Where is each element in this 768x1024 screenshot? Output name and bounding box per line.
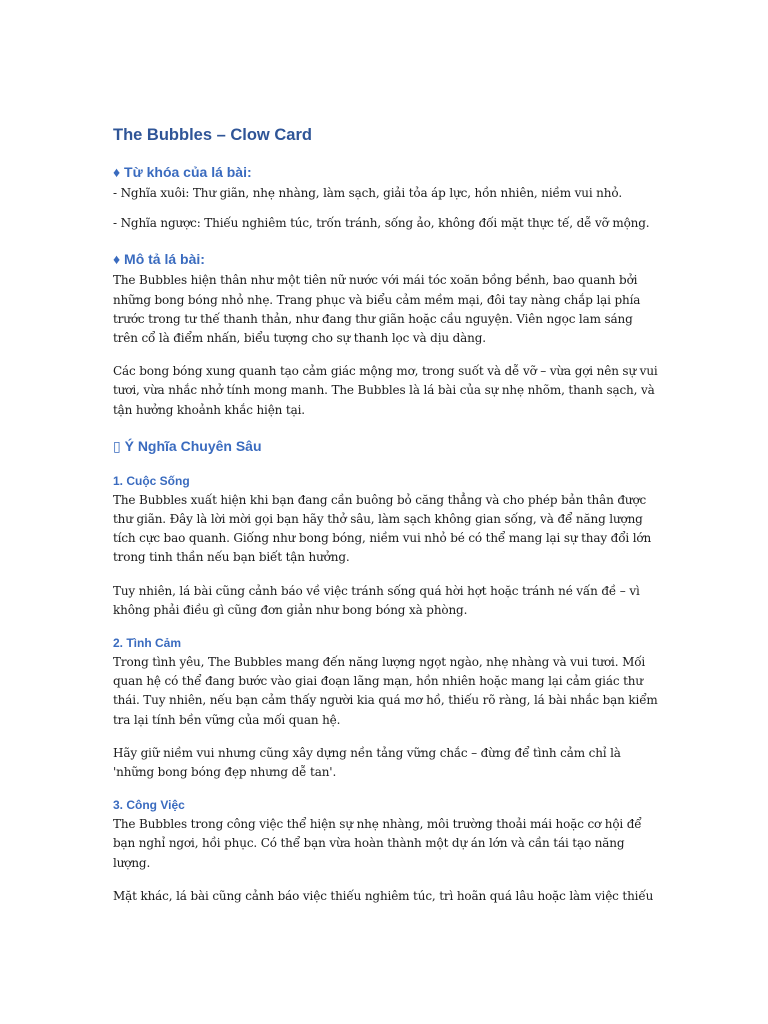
life-heading: 1. Cuộc Sống xyxy=(113,473,190,488)
keywords-reversed: - Nghĩa ngược: Thiếu nghiêm túc, trốn tránh, sống ảo, không đối mặt thực tế, dễ vỡ mộng. xyxy=(113,216,650,231)
work-heading: 3. Công Việc xyxy=(113,798,185,813)
keywords-heading: ♦ Từ khóa của lá bài: xyxy=(113,164,252,180)
work-paragraph-2: Mặt khác, lá bài cũng cảnh báo việc thiếu nghiêm túc, trì hoãn quá lâu hoặc làm việc thiếu xyxy=(113,888,654,903)
work-paragraph-1: The Bubbles trong công việc thể hiện sự nhẹ nhàng, môi trường thoải mái hoặc cơ hội để bạn nghỉ ngơi, hồi phục. Có thể bạn vừa hoàn thành một dự án lớn và cần tái tạo năng lượng. xyxy=(113,817,642,870)
love-heading: 2. Tình Cảm xyxy=(113,636,182,651)
description-paragraph-1: The Bubbles hiện thân như một tiên nữ nước với mái tóc xoăn bồng bềnh, bao quanh bởi những bong bóng nhỏ nhẹ. Trang phục và biểu cảm mềm mại, đôi tay nàng chắp lại phía trước trong tư thế thanh thản, như đang thư giãn hoặc cầu nguyện. Viên ngọc lam sáng trên cổ là điểm nhấn, biểu tượng cho sự thanh lọc và dịu dàng. xyxy=(113,273,641,346)
description-paragraph-2: Các bong bóng xung quanh tạo cảm giác mộng mơ, trong suốt và dễ vỡ – vừa gợi nên sự vui tươi, vừa nhắc nhở tính mong manh. The Bubbles là lá bài của sự nhẹ nhõm, thanh sạch, và tận hưởng khoảnh khắc hiện tại. xyxy=(113,364,658,417)
deep-meaning-heading: ▯ Ý Nghĩa Chuyên Sâu xyxy=(113,437,262,454)
life-paragraph-2: Tuy nhiên, lá bài cũng cảnh báo về việc tránh sống quá hời hợt hoặc tránh né vấn đề – vì không phải điều gì cũng đơn giản như bong bóng xà phòng. xyxy=(113,583,640,617)
document-body xyxy=(113,124,658,906)
description-heading: ♦ Mô tả lá bài: xyxy=(113,251,205,268)
keywords-upright: - Nghĩa xuôi: Thư giãn, nhẹ nhàng, làm sạch, giải tỏa áp lực, hồn nhiên, niềm vui nhỏ. xyxy=(113,186,623,200)
love-paragraph-1: Trong tình yêu, The Bubbles mang đến năng lượng ngọt ngào, nhẹ nhàng và vui tươi. Mối quan hệ có thể đang bước vào giai đoạn lãng mạn, hồn nhiên hoặc mang lại cảm giác thư thái. Tuy nhiên, nếu bạn cảm thấy người kia quá mơ hồ, thiếu rõ ràng, lá bài nhắc bạn kiểm tra lại tính bền vững của mối quan hệ. xyxy=(113,655,658,727)
love-paragraph-2: Hãy giữ niềm vui nhưng cũng xây dựng nền tảng vững chắc – đừng để tình cảm chỉ là 'những bong bóng đẹp nhưng dễ tan'. xyxy=(113,745,621,780)
document-title: The Bubbles – Clow Card xyxy=(113,126,312,144)
life-paragraph-1: The Bubbles xuất hiện khi bạn đang cần buông bỏ căng thẳng và cho phép bản thân được thư giãn. Đây là lời mời gọi bạn hãy thở sâu, làm sạch không gian sống, và để năng lượng tích cực bao quanh. Giống như bong bóng, niềm vui nhỏ bé có thể mang lại sự thay đổi lớn trong tinh thần nếu bạn biết tận hưởng. xyxy=(113,492,652,565)
